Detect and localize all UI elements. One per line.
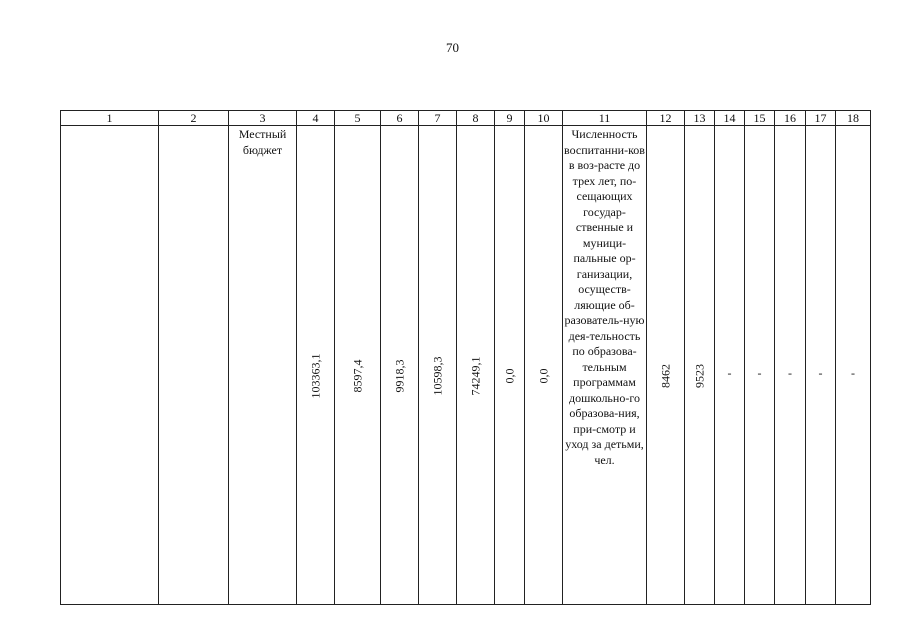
column-header-14: 14	[715, 111, 745, 126]
cell-col-4	[297, 126, 335, 605]
column-header-8: 8	[457, 111, 495, 126]
column-header-17: 17	[806, 111, 836, 126]
budget-source-text: Местный бюджет	[238, 127, 287, 157]
page-number: 70	[446, 40, 459, 55]
cell-col-12	[647, 126, 685, 605]
column-header-4: 4	[297, 111, 335, 126]
value-col-13: 9523	[692, 364, 706, 388]
column-header-12: 12	[647, 111, 685, 126]
value-col-8: 74249,1	[468, 356, 482, 396]
cell-col-2	[159, 126, 229, 605]
cell-col-7	[419, 126, 457, 605]
column-header-16: 16	[775, 111, 806, 126]
column-header-18: 18	[836, 111, 871, 126]
value-col-9: 0,0	[502, 368, 516, 384]
column-header-6: 6	[381, 111, 419, 126]
value-col-12: 8462	[658, 364, 672, 388]
cell-col-18	[836, 126, 871, 605]
value-col-17: -	[818, 366, 823, 380]
cell-col-1	[61, 126, 159, 605]
value-col-14: -	[727, 366, 732, 380]
cell-col-16	[775, 126, 806, 605]
cell-col-13	[685, 126, 715, 605]
value-col-10: 0,0	[536, 368, 550, 384]
indicator-text: Численность воспитанни-ков в воз-расте до трех лет, по-сещающих государ-ственные и муници-пальные ор-ганизации, осуществ-ляющие об-разователь-ную дея-тельность по образова-тельным программам дошкольно-го образова-ния, при-смотр и уход за детьми, чел.	[564, 127, 645, 467]
column-header-15: 15	[745, 111, 775, 126]
value-col-18: -	[851, 366, 855, 380]
value-col-4: 103363,1	[308, 353, 322, 399]
cell-col-10	[525, 126, 563, 605]
column-header-3: 3	[229, 111, 297, 126]
value-col-15: -	[757, 366, 762, 380]
cell-col-14	[715, 126, 745, 605]
cell-col-17	[806, 126, 836, 605]
column-header-11: 11	[563, 111, 647, 126]
value-col-16: -	[788, 366, 792, 380]
column-header-9: 9	[495, 111, 525, 126]
cell-col-5	[335, 126, 381, 605]
cell-col-8	[457, 126, 495, 605]
data-table	[60, 110, 871, 605]
column-header-5: 5	[335, 111, 381, 126]
cell-col-9	[495, 126, 525, 605]
cell-indicator	[563, 126, 647, 605]
column-header-10: 10	[525, 111, 563, 126]
cell-col-15	[745, 126, 775, 605]
column-header-2: 2	[159, 111, 229, 126]
header-row	[61, 111, 871, 126]
column-header-1: 1	[61, 111, 159, 126]
column-header-7: 7	[419, 111, 457, 126]
value-col-5: 8597,4	[350, 359, 364, 393]
cell-budget-source	[229, 126, 297, 605]
value-col-7: 10598,3	[430, 356, 444, 396]
table-row	[61, 126, 871, 605]
cell-col-6	[381, 126, 419, 605]
column-header-13: 13	[685, 111, 715, 126]
value-col-6: 9918,3	[392, 359, 406, 393]
